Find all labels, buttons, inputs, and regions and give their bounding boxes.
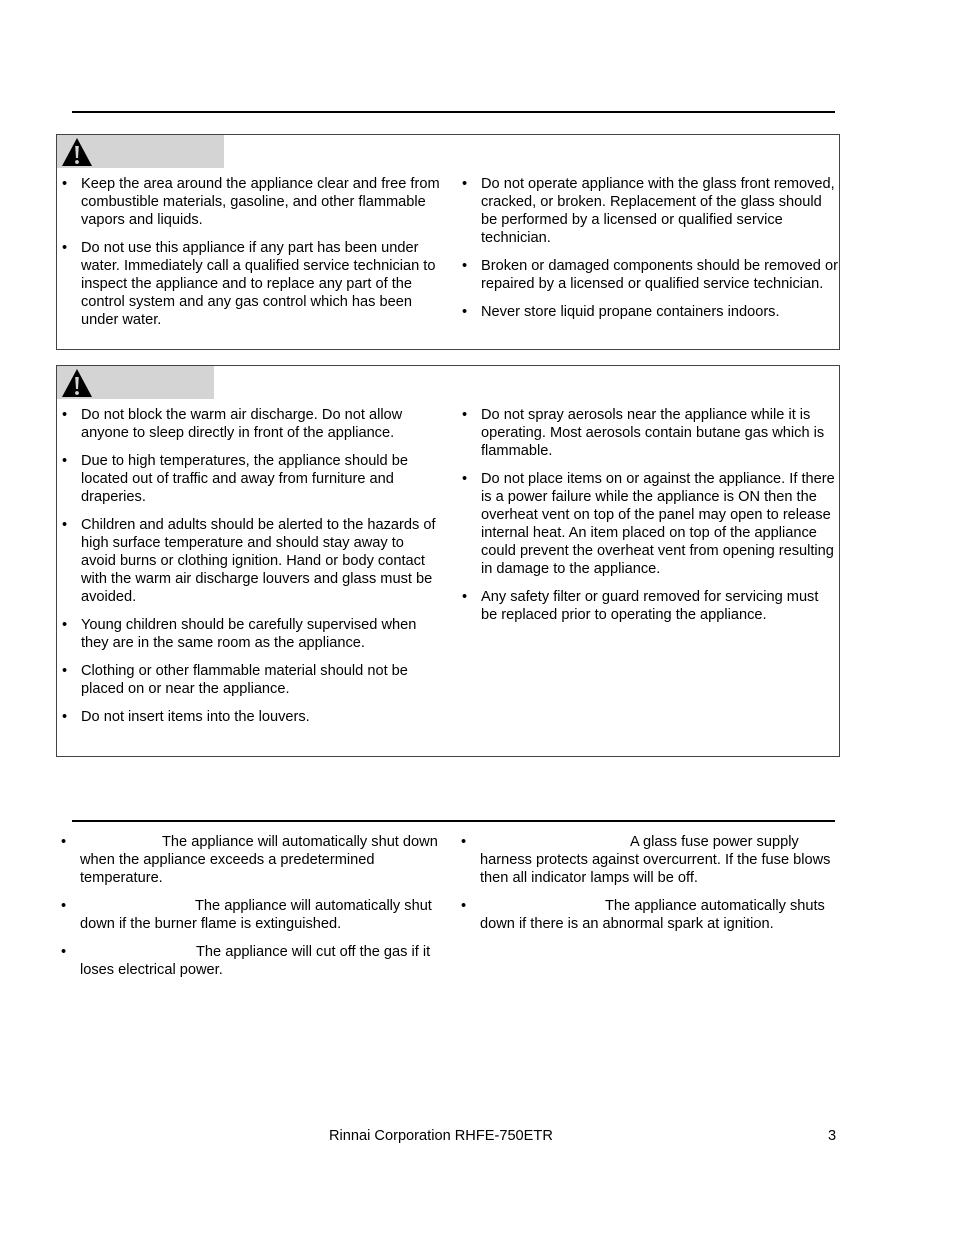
top-rule xyxy=(72,111,835,113)
warning-header-bar xyxy=(57,366,214,399)
list-item: • Do not use this appliance if any part has been under water. Immediately call a qualified service technician to inspect the appliance and to replace any part of the control system and any gas control which has been under water. xyxy=(57,239,441,329)
section-rule xyxy=(72,820,835,822)
safety-features-right xyxy=(456,833,840,943)
list-item: • Any safety filter or guard removed for servicing must be replaced prior to operating the appliance. xyxy=(457,588,837,624)
page-number: 3 xyxy=(828,1128,837,1144)
warning-list-right xyxy=(457,175,841,331)
warning-triangle-icon xyxy=(61,368,93,398)
list-item: • Clothing or other flammable material should not be placed on or near the appliance. xyxy=(57,662,441,698)
warning-header-bar xyxy=(57,135,224,168)
list-item: • Do not spray aerosols near the appliance while it is operating. Most aerosols contain butane gas which is flammable. xyxy=(457,406,837,460)
list-item: • Do not place items on or against the appliance. If there is a power failure while the appliance is ON then the overheat vent on top of the panel may open to release internal heat. An item placed on top of the appliance could prevent the overheat vent from opening resulting in damage to the appliance. xyxy=(457,470,837,578)
list-item: • Do not operate appliance with the glass front removed, cracked, or broken. Replacement of the glass should be performed by a licensed or qualified service technician. xyxy=(457,175,841,247)
feature-item xyxy=(56,897,440,933)
feature-text: The appliance automatically shuts down if there is an abnormal spark at ignition. xyxy=(480,898,825,932)
feature-item xyxy=(56,833,440,887)
list-item: • Keep the area around the appliance clear and free from combustible materials, gasoline, and other flammable vapors and liquids. xyxy=(57,175,441,229)
feature-text: A glass fuse power supply harness protects against overcurrent. If the fuse blows then all indicator lamps will be off. xyxy=(480,834,831,886)
warning-list-left xyxy=(57,406,441,736)
list-item: • Do not block the warm air discharge. Do not allow anyone to sleep directly in front of the appliance. xyxy=(57,406,441,442)
feature-text: The appliance will automatically shut down when the appliance exceeds a predetermined temperature. xyxy=(80,834,438,886)
warning-box-2 xyxy=(56,365,840,757)
feature-text: The appliance will cut off the gas if it loses electrical power. xyxy=(80,944,431,978)
safety-features-left xyxy=(56,833,440,989)
warning-list-right xyxy=(457,406,837,634)
feature-item xyxy=(56,943,440,979)
list-item: • Broken or damaged components should be removed or repaired by a licensed or qualified service technician. xyxy=(457,257,841,293)
feature-item xyxy=(456,833,840,887)
list-item: • Do not insert items into the louvers. xyxy=(57,708,441,726)
warning-list-left xyxy=(57,175,441,339)
list-item: • Never store liquid propane containers indoors. xyxy=(457,303,841,321)
feature-text: The appliance will automatically shut down if the burner flame is extinguished. xyxy=(80,898,432,932)
list-item: • Children and adults should be alerted to the hazards of high surface temperature and should stay away to avoid burns or clothing ignition. Hand or body contact with the warm air discharge louvers and glass must be avoided. xyxy=(57,516,441,606)
list-item: • Young children should be carefully supervised when they are in the same room as the appliance. xyxy=(57,616,441,652)
list-item: • Due to high temperatures, the appliance should be located out of traffic and away from furniture and draperies. xyxy=(57,452,441,506)
warning-triangle-icon xyxy=(61,137,93,167)
footer-text: Rinnai Corporation RHFE-750ETR xyxy=(329,1128,553,1144)
warning-box-1 xyxy=(56,134,840,350)
feature-item xyxy=(456,897,840,933)
